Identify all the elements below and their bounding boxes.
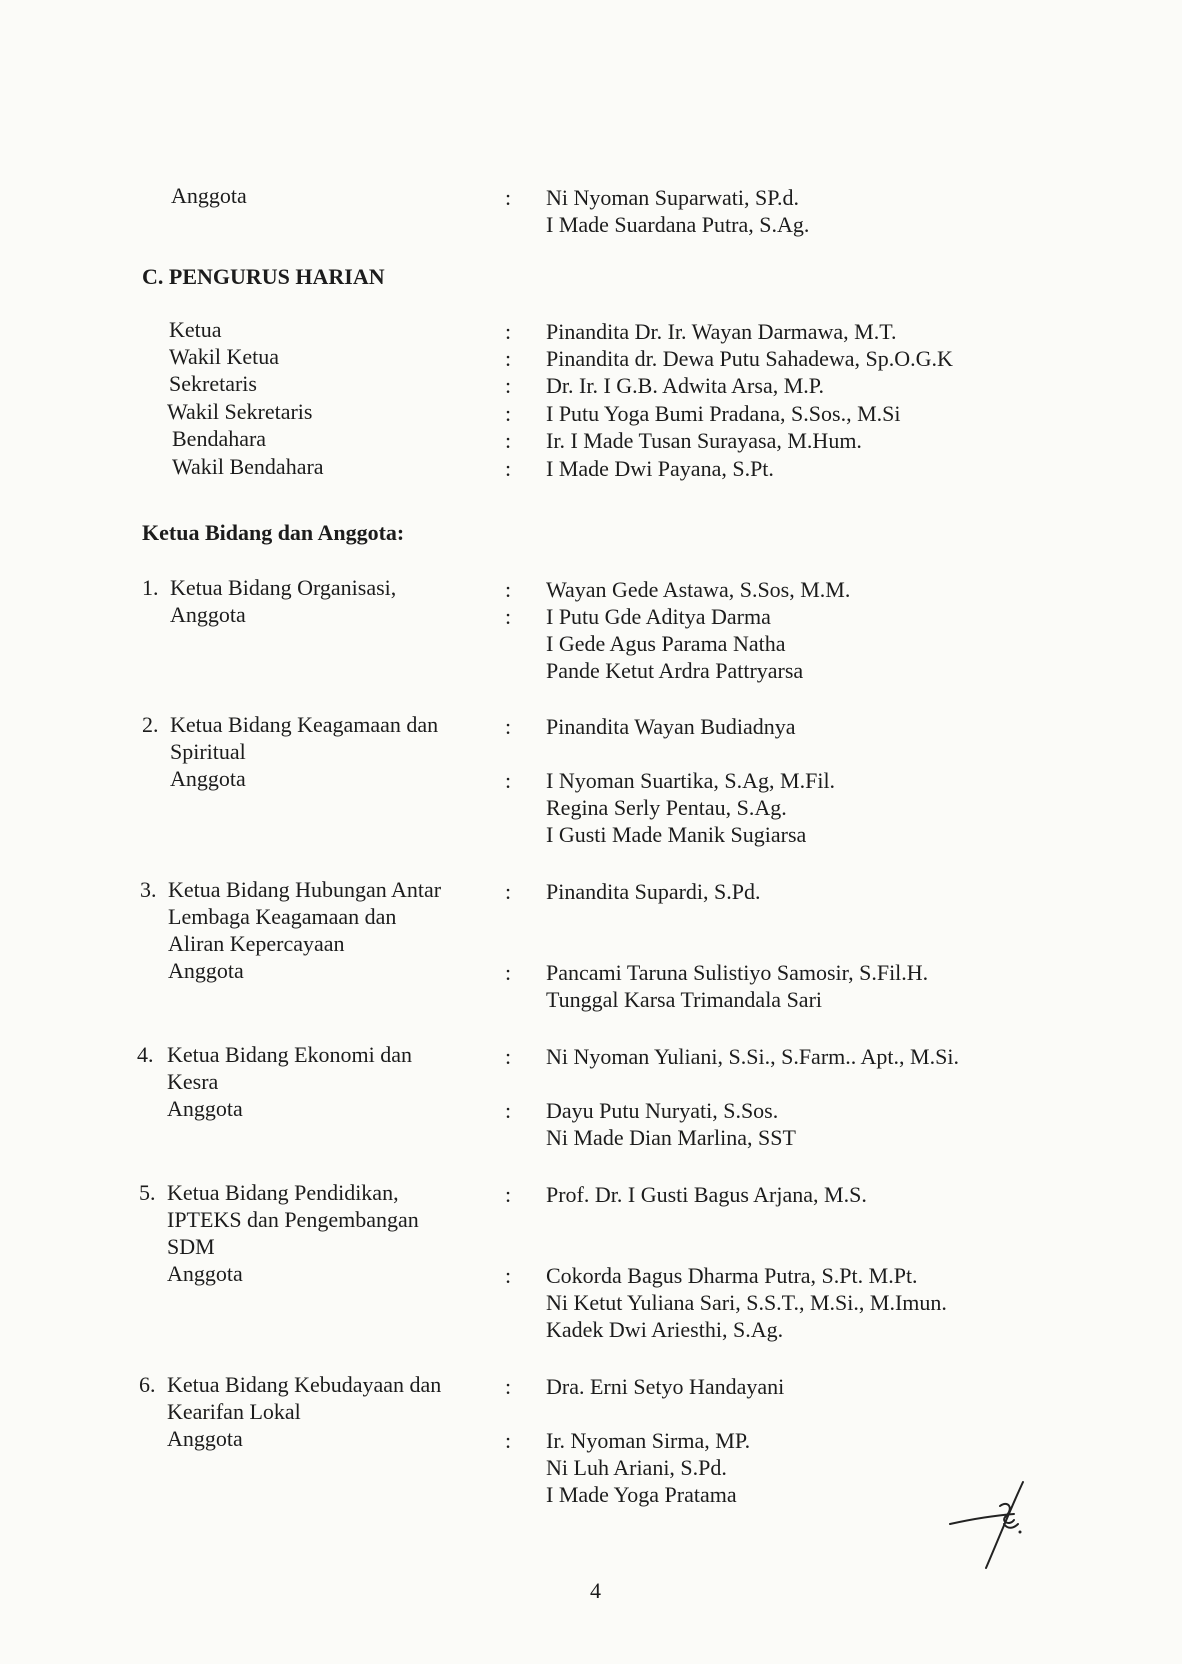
item-chair: Ni Nyoman Yuliani, S.Si., S.Farm.. Apt., M.Si. (546, 1044, 959, 1069)
item-number: 6. (139, 1372, 156, 1397)
role-name: I Made Dwi Payana, S.Pt. (546, 456, 774, 481)
top-member-name: Ni Nyoman Suparwati, SP.d. (546, 185, 799, 210)
colon: : (505, 879, 512, 904)
role-label: Bendahara (172, 426, 267, 451)
colon: : (505, 1263, 512, 1288)
item-number: 1. (142, 575, 159, 600)
item-title: Ketua Bidang Hubungan Antar (168, 877, 442, 902)
member-name: Pande Ketut Ardra Pattryarsa (546, 658, 804, 683)
member-label: Anggota (167, 1096, 243, 1121)
role-label: Wakil Sekretaris (167, 399, 313, 424)
colon: : (505, 1098, 512, 1123)
colon: : (505, 960, 512, 985)
colon: : (505, 373, 512, 398)
item-title: Lembaga Keagamaan dan (168, 904, 397, 929)
item-chair: Dra. Erni Setyo Handayani (546, 1374, 785, 1399)
member-label: Anggota (167, 1426, 243, 1451)
colon: : (505, 456, 512, 481)
member-name: I Gede Agus Parama Natha (546, 631, 786, 656)
colon: : (505, 185, 512, 210)
member-name: I Gusti Made Manik Sugiarsa (546, 822, 807, 847)
item-number: 2. (142, 712, 159, 737)
member-label: Anggota (167, 1261, 243, 1286)
colon: : (505, 1428, 512, 1453)
member-name: Pancami Taruna Sulistiyo Samosir, S.Fil.H. (546, 960, 929, 985)
member-name: Ir. Nyoman Sirma, MP. (546, 1428, 751, 1453)
item-number: 4. (137, 1042, 154, 1067)
member-label: Anggota (170, 766, 246, 791)
item-chair: Pinandita Supardi, S.Pd. (546, 879, 761, 904)
item-title: Ketua Bidang Keagamaan dan (170, 712, 439, 737)
role-name: Pinandita Dr. Ir. Wayan Darmawa, M.T. (546, 319, 897, 344)
member-name: Cokorda Bagus Dharma Putra, S.Pt. M.Pt. (546, 1263, 918, 1288)
item-chair: Pinandita Wayan Budiadnya (546, 714, 796, 739)
colon: : (505, 577, 512, 602)
item-number: 5. (139, 1180, 156, 1205)
role-label: Sekretaris (169, 371, 257, 396)
item-title: Ketua Bidang Pendidikan, (167, 1180, 399, 1205)
colon: : (505, 1044, 512, 1069)
role-name: Ir. I Made Tusan Surayasa, M.Hum. (546, 428, 862, 453)
colon: : (505, 319, 512, 344)
colon: : (505, 604, 512, 629)
member-name: Ni Made Dian Marlina, SST (546, 1125, 796, 1150)
colon: : (505, 401, 512, 426)
item-title: Ketua Bidang Organisasi, (170, 575, 397, 600)
member-label: Anggota (168, 958, 244, 983)
member-name: I Made Yoga Pratama (546, 1482, 737, 1507)
colon: : (505, 346, 512, 371)
item-title: SDM (167, 1234, 215, 1259)
item-title: Ketua Bidang Ekonomi dan (167, 1042, 413, 1067)
colon: : (505, 768, 512, 793)
section-heading: C. PENGURUS HARIAN (142, 264, 385, 289)
member-name: Ni Ketut Yuliana Sari, S.S.T., M.Si., M.Imun. (546, 1290, 947, 1315)
role-label: Ketua (169, 317, 222, 342)
role-label: Wakil Bendahara (172, 454, 324, 479)
role-name: I Putu Yoga Bumi Pradana, S.Sos., M.Si (546, 401, 901, 426)
member-name: Ni Luh Ariani, S.Pd. (546, 1455, 727, 1480)
member-name: I Nyoman Suartika, S.Ag, M.Fil. (546, 768, 836, 793)
member-name: Kadek Dwi Ariesthi, S.Ag. (546, 1317, 784, 1342)
top-member-label: Anggota (171, 183, 247, 208)
member-name: Regina Serly Pentau, S.Ag. (546, 795, 787, 820)
role-label: Wakil Ketua (169, 344, 280, 369)
item-chair: Prof. Dr. I Gusti Bagus Arjana, M.S. (546, 1182, 867, 1207)
member-name: I Putu Gde Aditya Darma (546, 604, 771, 629)
role-name: Dr. Ir. I G.B. Adwita Arsa, M.P. (546, 373, 825, 398)
item-title: Kesra (167, 1069, 219, 1094)
member-name: Tunggal Karsa Trimandala Sari (546, 987, 823, 1012)
colon: : (505, 714, 512, 739)
role-name: Pinandita dr. Dewa Putu Sahadewa, Sp.O.G.K (546, 346, 953, 371)
colon: : (505, 1182, 512, 1207)
item-chair: Wayan Gede Astawa, S.Sos, M.M. (546, 577, 851, 602)
item-title: Ketua Bidang Kebudayaan dan (167, 1372, 442, 1397)
item-title: Aliran Kepercayaan (168, 931, 345, 956)
item-title: Kearifan Lokal (167, 1399, 301, 1424)
subsection-heading: Ketua Bidang dan Anggota: (142, 520, 405, 545)
item-number: 3. (140, 877, 157, 902)
item-title: Spiritual (170, 739, 246, 764)
signature-initial (948, 1480, 1028, 1570)
top-member-name: I Made Suardana Putra, S.Ag. (546, 212, 810, 237)
member-label: Anggota (170, 602, 246, 627)
colon: : (505, 1374, 512, 1399)
member-name: Dayu Putu Nuryati, S.Sos. (546, 1098, 779, 1123)
item-title: IPTEKS dan Pengembangan (167, 1207, 419, 1232)
colon: : (505, 428, 512, 453)
page-number: 4 (590, 1578, 601, 1603)
